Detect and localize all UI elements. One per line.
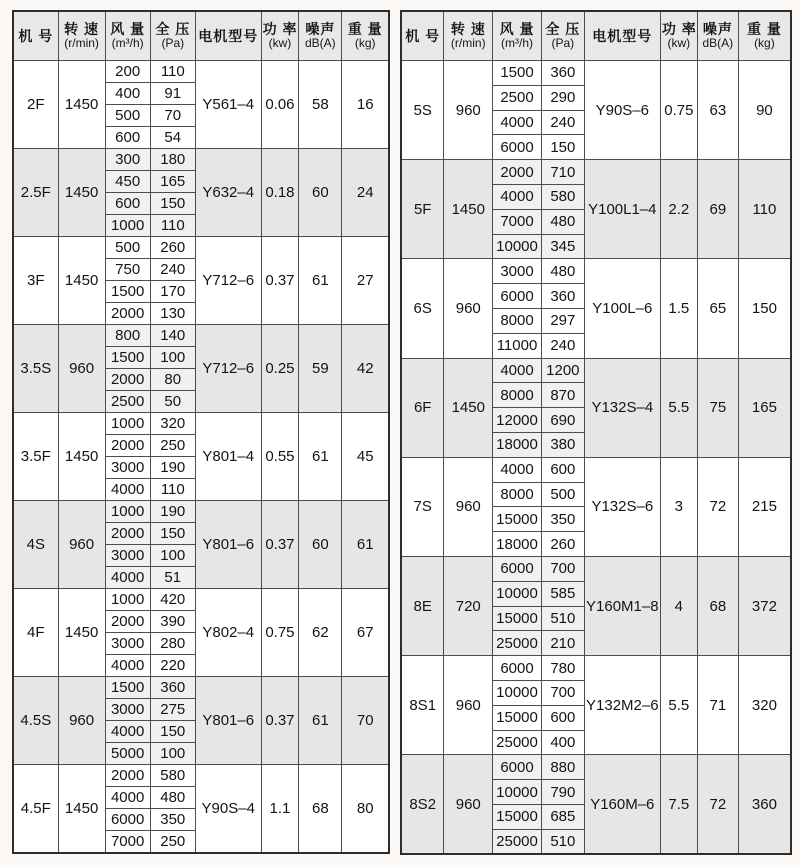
- power-cell: 0.37: [261, 501, 299, 589]
- pressure-cell: 210: [541, 631, 584, 656]
- pressure-cell: 100: [150, 347, 195, 369]
- pressure-cell: 250: [150, 831, 195, 853]
- flow-cell: 1000: [105, 215, 150, 237]
- speed-cell: 1450: [58, 61, 105, 149]
- noise-cell: 63: [697, 61, 738, 160]
- flow-cell: 600: [105, 127, 150, 149]
- pressure-cell: 140: [150, 325, 195, 347]
- power-cell: 5.5: [660, 656, 697, 755]
- table-row: [401, 457, 791, 482]
- pressure-cell: 600: [541, 705, 584, 730]
- flow-cell: 4000: [105, 567, 150, 589]
- table-row: [13, 325, 389, 347]
- weight-cell: 90: [738, 61, 791, 160]
- speed-cell: 960: [444, 755, 493, 854]
- flow-cell: 4000: [105, 479, 150, 501]
- motor-model-cell: Y100L1–4: [584, 160, 660, 259]
- pressure-cell: 390: [150, 611, 195, 633]
- pressure-cell: 190: [150, 457, 195, 479]
- pressure-cell: 700: [541, 556, 584, 581]
- flow-cell: 25000: [493, 829, 542, 854]
- speed-cell: 1450: [58, 149, 105, 237]
- flow-cell: 600: [105, 193, 150, 215]
- pressure-cell: 350: [541, 507, 584, 532]
- model-cell: 8S1: [401, 656, 444, 755]
- pressure-cell: 580: [150, 765, 195, 787]
- noise-cell: 59: [299, 325, 342, 413]
- motor-model-cell: Y160M–6: [584, 755, 660, 854]
- pressure-cell: 54: [150, 127, 195, 149]
- flow-cell: 2000: [493, 160, 542, 185]
- weight-cell: 61: [342, 501, 389, 589]
- pressure-cell: 685: [541, 804, 584, 829]
- pressure-cell: 510: [541, 606, 584, 631]
- flow-cell: 6000: [493, 755, 542, 780]
- column-header-motor: 电机型号: [584, 11, 660, 61]
- weight-cell: 16: [342, 61, 389, 149]
- power-cell: 3: [660, 457, 697, 556]
- pressure-cell: 790: [541, 780, 584, 805]
- pressure-cell: 100: [150, 545, 195, 567]
- model-cell: 2.5F: [13, 149, 58, 237]
- column-header-model: 机 号: [401, 11, 444, 61]
- flow-cell: 15000: [493, 705, 542, 730]
- table-row: [401, 358, 791, 383]
- power-cell: 1.1: [261, 765, 299, 853]
- flow-cell: 25000: [493, 730, 542, 755]
- flow-cell: 3000: [105, 633, 150, 655]
- flow-cell: 4000: [105, 655, 150, 677]
- column-header-pressure: 全 压 (Pa): [150, 11, 195, 61]
- pressure-cell: 400: [541, 730, 584, 755]
- column-header-speed: 转 速 (r/min): [58, 11, 105, 61]
- noise-cell: 72: [697, 755, 738, 854]
- pressure-cell: 500: [541, 482, 584, 507]
- flow-cell: 6000: [493, 135, 542, 160]
- speed-cell: 1450: [58, 765, 105, 853]
- pressure-cell: 70: [150, 105, 195, 127]
- flow-cell: 200: [105, 61, 150, 83]
- weight-cell: 165: [738, 358, 791, 457]
- pressure-cell: 240: [541, 333, 584, 358]
- noise-cell: 71: [697, 656, 738, 755]
- flow-cell: 1000: [105, 589, 150, 611]
- weight-cell: 67: [342, 589, 389, 677]
- motor-model-cell: Y801–4: [195, 413, 261, 501]
- pressure-cell: 280: [150, 633, 195, 655]
- speed-cell: 960: [58, 677, 105, 765]
- flow-cell: 2500: [493, 85, 542, 110]
- weight-cell: 24: [342, 149, 389, 237]
- pressure-cell: 240: [541, 110, 584, 135]
- flow-cell: 4000: [105, 787, 150, 809]
- pressure-cell: 480: [541, 259, 584, 284]
- weight-cell: 110: [738, 160, 791, 259]
- pressure-cell: 700: [541, 680, 584, 705]
- flow-cell: 2000: [105, 303, 150, 325]
- flow-cell: 3000: [105, 545, 150, 567]
- flow-cell: 11000: [493, 333, 542, 358]
- pressure-cell: 91: [150, 83, 195, 105]
- column-header-power: 功 率 (kw): [660, 11, 697, 61]
- noise-cell: 65: [697, 259, 738, 358]
- speed-cell: 1450: [444, 358, 493, 457]
- model-cell: 4.5F: [13, 765, 58, 853]
- table-row: [401, 755, 791, 780]
- flow-cell: 400: [105, 83, 150, 105]
- flow-cell: 8000: [493, 308, 542, 333]
- pressure-cell: 190: [150, 501, 195, 523]
- motor-model-cell: Y801–6: [195, 677, 261, 765]
- noise-cell: 61: [299, 413, 342, 501]
- flow-cell: 15000: [493, 606, 542, 631]
- pressure-cell: 480: [150, 787, 195, 809]
- flow-cell: 25000: [493, 631, 542, 656]
- pressure-cell: 50: [150, 391, 195, 413]
- pressure-cell: 380: [541, 432, 584, 457]
- pressure-cell: 360: [541, 284, 584, 309]
- noise-cell: 60: [299, 149, 342, 237]
- column-header-noise: 噪声 dB(A): [697, 11, 738, 61]
- pressure-cell: 100: [150, 743, 195, 765]
- pressure-cell: 297: [541, 308, 584, 333]
- speed-cell: 1450: [58, 237, 105, 325]
- header-row: [401, 11, 791, 61]
- power-cell: 7.5: [660, 755, 697, 854]
- flow-cell: 4000: [493, 110, 542, 135]
- pressure-cell: 690: [541, 408, 584, 433]
- pressure-cell: 260: [541, 532, 584, 557]
- power-cell: 0.37: [261, 677, 299, 765]
- weight-cell: 45: [342, 413, 389, 501]
- flow-cell: 3000: [493, 259, 542, 284]
- flow-cell: 4000: [493, 457, 542, 482]
- power-cell: 0.25: [261, 325, 299, 413]
- motor-model-cell: Y90S–4: [195, 765, 261, 853]
- pressure-cell: 580: [541, 184, 584, 209]
- pressure-cell: 150: [150, 721, 195, 743]
- flow-cell: 8000: [493, 383, 542, 408]
- flow-cell: 4000: [105, 721, 150, 743]
- pressure-cell: 150: [150, 193, 195, 215]
- pressure-cell: 275: [150, 699, 195, 721]
- column-header-speed: 转 速 (r/min): [444, 11, 493, 61]
- weight-cell: 27: [342, 237, 389, 325]
- table-row: [13, 501, 389, 523]
- power-cell: 0.55: [261, 413, 299, 501]
- flow-cell: 300: [105, 149, 150, 171]
- motor-model-cell: Y132S–4: [584, 358, 660, 457]
- noise-cell: 75: [697, 358, 738, 457]
- pressure-cell: 360: [541, 61, 584, 86]
- table-row: [401, 160, 791, 185]
- noise-cell: 61: [299, 677, 342, 765]
- flow-cell: 10000: [493, 680, 542, 705]
- flow-cell: 2000: [105, 369, 150, 391]
- flow-cell: 2500: [105, 391, 150, 413]
- motor-model-cell: Y132S–6: [584, 457, 660, 556]
- pressure-cell: 220: [150, 655, 195, 677]
- model-cell: 5S: [401, 61, 444, 160]
- pressure-cell: 260: [150, 237, 195, 259]
- pressure-cell: 240: [150, 259, 195, 281]
- weight-cell: 80: [342, 765, 389, 853]
- pressure-cell: 80: [150, 369, 195, 391]
- pressure-cell: 1200: [541, 358, 584, 383]
- speed-cell: 960: [444, 656, 493, 755]
- noise-cell: 72: [697, 457, 738, 556]
- pressure-cell: 345: [541, 234, 584, 259]
- flow-cell: 10000: [493, 234, 542, 259]
- table-body-left: [13, 61, 389, 853]
- model-cell: 3.5S: [13, 325, 58, 413]
- model-cell: 8S2: [401, 755, 444, 854]
- motor-model-cell: Y712–6: [195, 237, 261, 325]
- speed-cell: 960: [58, 501, 105, 589]
- model-cell: 2F: [13, 61, 58, 149]
- flow-cell: 15000: [493, 804, 542, 829]
- power-cell: 0.75: [261, 589, 299, 677]
- column-header-weight: 重 量 (kg): [738, 11, 791, 61]
- table-row: [13, 149, 389, 171]
- table-row: [13, 589, 389, 611]
- flow-cell: 2000: [105, 765, 150, 787]
- flow-cell: 15000: [493, 507, 542, 532]
- speed-cell: 960: [58, 325, 105, 413]
- pressure-cell: 150: [150, 523, 195, 545]
- noise-cell: 62: [299, 589, 342, 677]
- pressure-cell: 880: [541, 755, 584, 780]
- pressure-cell: 110: [150, 61, 195, 83]
- pressure-cell: 710: [541, 160, 584, 185]
- pressure-cell: 250: [150, 435, 195, 457]
- pressure-cell: 150: [541, 135, 584, 160]
- table-row: [13, 765, 389, 787]
- speed-cell: 960: [444, 61, 493, 160]
- flow-cell: 7000: [493, 209, 542, 234]
- pressure-cell: 600: [541, 457, 584, 482]
- flow-cell: 10000: [493, 780, 542, 805]
- table-row: [401, 556, 791, 581]
- table-row: [13, 237, 389, 259]
- flow-cell: 1500: [105, 281, 150, 303]
- flow-cell: 750: [105, 259, 150, 281]
- model-cell: 6S: [401, 259, 444, 358]
- header-row: [13, 11, 389, 61]
- flow-cell: 8000: [493, 482, 542, 507]
- flow-cell: 1500: [493, 61, 542, 86]
- pressure-cell: 110: [150, 479, 195, 501]
- flow-cell: 450: [105, 171, 150, 193]
- model-cell: 7S: [401, 457, 444, 556]
- flow-cell: 4000: [493, 358, 542, 383]
- power-cell: 2.2: [660, 160, 697, 259]
- pressure-cell: 51: [150, 567, 195, 589]
- table-row: [13, 677, 389, 699]
- table-body-right: [401, 61, 791, 855]
- pressure-cell: 870: [541, 383, 584, 408]
- weight-cell: 372: [738, 556, 791, 655]
- flow-cell: 18000: [493, 432, 542, 457]
- model-cell: 6F: [401, 358, 444, 457]
- flow-cell: 2000: [105, 435, 150, 457]
- pressure-cell: 420: [150, 589, 195, 611]
- motor-model-cell: Y90S–6: [584, 61, 660, 160]
- speed-cell: 960: [444, 457, 493, 556]
- flow-cell: 12000: [493, 408, 542, 433]
- motor-model-cell: Y132M2–6: [584, 656, 660, 755]
- flow-cell: 500: [105, 237, 150, 259]
- noise-cell: 69: [697, 160, 738, 259]
- pressure-cell: 290: [541, 85, 584, 110]
- flow-cell: 500: [105, 105, 150, 127]
- table-row: [401, 61, 791, 86]
- pressure-cell: 510: [541, 829, 584, 854]
- flow-cell: 1500: [105, 347, 150, 369]
- flow-cell: 5000: [105, 743, 150, 765]
- pressure-cell: 170: [150, 281, 195, 303]
- weight-cell: 215: [738, 457, 791, 556]
- motor-model-cell: Y561–4: [195, 61, 261, 149]
- motor-model-cell: Y712–6: [195, 325, 261, 413]
- flow-cell: 1500: [105, 677, 150, 699]
- motor-model-cell: Y632–4: [195, 149, 261, 237]
- flow-cell: 6000: [105, 809, 150, 831]
- fan-spec-table-left: [12, 10, 390, 854]
- flow-cell: 3000: [105, 699, 150, 721]
- speed-cell: 1450: [444, 160, 493, 259]
- table-row: [13, 413, 389, 435]
- pressure-cell: 350: [150, 809, 195, 831]
- table-row: [401, 259, 791, 284]
- flow-cell: 6000: [493, 284, 542, 309]
- pressure-cell: 110: [150, 215, 195, 237]
- weight-cell: 70: [342, 677, 389, 765]
- column-header-motor: 电机型号: [195, 11, 261, 61]
- flow-cell: 1000: [105, 501, 150, 523]
- motor-model-cell: Y100L–6: [584, 259, 660, 358]
- table-row: [13, 61, 389, 83]
- column-header-model: 机 号: [13, 11, 58, 61]
- motor-model-cell: Y801–6: [195, 501, 261, 589]
- power-cell: 4: [660, 556, 697, 655]
- motor-model-cell: Y160M1–8: [584, 556, 660, 655]
- speed-cell: 1450: [58, 589, 105, 677]
- weight-cell: 42: [342, 325, 389, 413]
- fan-spec-table-right: [400, 10, 792, 855]
- flow-cell: 7000: [105, 831, 150, 853]
- power-cell: 5.5: [660, 358, 697, 457]
- pressure-cell: 480: [541, 209, 584, 234]
- power-cell: 0.06: [261, 61, 299, 149]
- noise-cell: 60: [299, 501, 342, 589]
- flow-cell: 10000: [493, 581, 542, 606]
- noise-cell: 68: [697, 556, 738, 655]
- column-header-noise: 噪声 dB(A): [299, 11, 342, 61]
- noise-cell: 58: [299, 61, 342, 149]
- power-cell: 0.18: [261, 149, 299, 237]
- flow-cell: 2000: [105, 523, 150, 545]
- weight-cell: 360: [738, 755, 791, 854]
- column-header-power: 功 率 (kw): [261, 11, 299, 61]
- flow-cell: 6000: [493, 656, 542, 681]
- flow-cell: 6000: [493, 556, 542, 581]
- speed-cell: 1450: [58, 413, 105, 501]
- model-cell: 4.5S: [13, 677, 58, 765]
- model-cell: 3.5F: [13, 413, 58, 501]
- flow-cell: 1000: [105, 413, 150, 435]
- model-cell: 8E: [401, 556, 444, 655]
- weight-cell: 150: [738, 259, 791, 358]
- motor-model-cell: Y802–4: [195, 589, 261, 677]
- model-cell: 3F: [13, 237, 58, 325]
- flow-cell: 4000: [493, 184, 542, 209]
- pressure-cell: 585: [541, 581, 584, 606]
- speed-cell: 960: [444, 259, 493, 358]
- power-cell: 1.5: [660, 259, 697, 358]
- pressure-cell: 360: [150, 677, 195, 699]
- column-header-weight: 重 量 (kg): [342, 11, 389, 61]
- power-cell: 0.75: [660, 61, 697, 160]
- speed-cell: 720: [444, 556, 493, 655]
- noise-cell: 61: [299, 237, 342, 325]
- table-header-left: [13, 11, 389, 61]
- noise-cell: 68: [299, 765, 342, 853]
- table-row: [401, 656, 791, 681]
- flow-cell: 18000: [493, 532, 542, 557]
- flow-cell: 800: [105, 325, 150, 347]
- pressure-cell: 320: [150, 413, 195, 435]
- model-cell: 5F: [401, 160, 444, 259]
- flow-cell: 2000: [105, 611, 150, 633]
- weight-cell: 320: [738, 656, 791, 755]
- model-cell: 4S: [13, 501, 58, 589]
- pressure-cell: 165: [150, 171, 195, 193]
- table-header-right: [401, 11, 791, 61]
- model-cell: 4F: [13, 589, 58, 677]
- pressure-cell: 130: [150, 303, 195, 325]
- pressure-cell: 780: [541, 656, 584, 681]
- column-header-flow: 风 量 (m³/h): [493, 11, 542, 61]
- column-header-pressure: 全 压 (Pa): [541, 11, 584, 61]
- pressure-cell: 180: [150, 149, 195, 171]
- flow-cell: 3000: [105, 457, 150, 479]
- power-cell: 0.37: [261, 237, 299, 325]
- column-header-flow: 风 量 (m³/h): [105, 11, 150, 61]
